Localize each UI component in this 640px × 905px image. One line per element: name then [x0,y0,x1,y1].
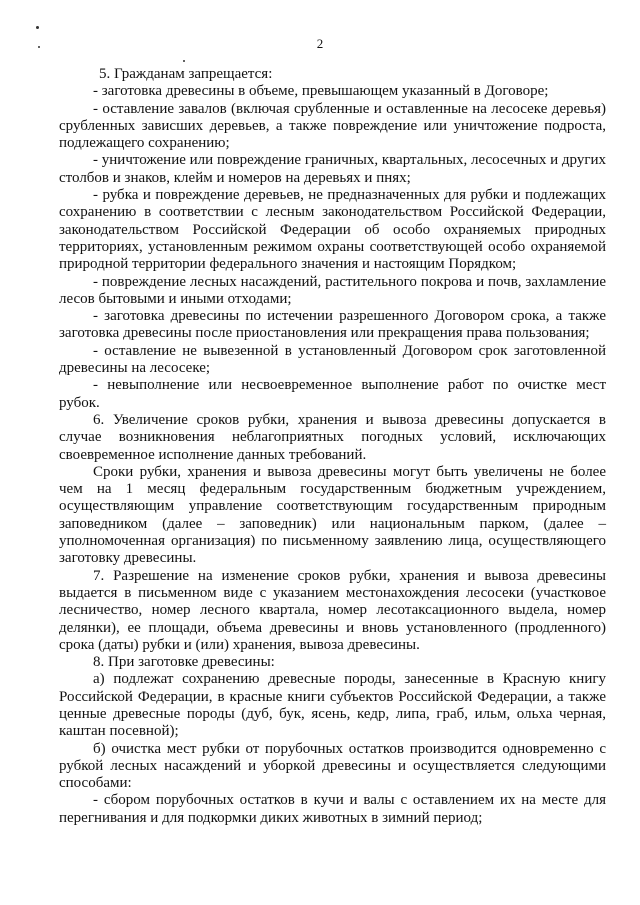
prohibition-item: - заготовка древесины по истечении разрешенного Договором срока, а также заготовка древесины после приостановления или прекращения права пользования; [59,308,606,342]
section-8-item: а) подлежат сохранению древесные породы, занесенные в Красную книгу Российской Федерации, в красные книги субъектов Российской Федерации, а также ценные древесные породы (дуб, бук, ясень, кедр, липа, граб, ильм, ольха черная, каштан посевной); [59,671,606,740]
section-7-paragraph: 7. Разрешение на изменение сроков рубки, хранения и вывоза древесины выдается в письменном виде с указанием местонахождения лесосеки (участковое лесничество, номер лесного квартала, номер лесотаксационного выдела, номер делянки), ее площади, объема древесины и вновь установленного (продленного) срока (даты) рубки и (или) хранения, вывоза древесины. [59,567,606,653]
prohibition-item: - уничтожение или повреждение граничных, квартальных, лесосечных и других столбов и знаков, клейм и номеров на деревьях и пнях; [59,152,606,186]
page-number: 2 [316,36,324,51]
section-6-paragraph: 6. Увеличение сроков рубки, хранения и вывоза древесины допускается в случае возникновения неблагоприятных погодных условий, исключающих своевременное исполнение данных требований. [59,411,606,463]
prohibition-item: - заготовка древесины в объеме, превышающем указанный в Договоре; [93,83,549,100]
section-8-item: б) очистка мест рубки от порубочных остатков производится одновременно с рубкой лесных насаждений и уборкой древесины и осуществляется следующими способами: [59,740,606,792]
prohibition-item: - повреждение лесных насаждений, растительного покрова и почв, захламление лесов бытовыми и иными отходами; [59,273,606,307]
section-8-heading: 8. При заготовке древесины: [93,654,275,671]
prohibition-item: - невыполнение или несвоевременное выполнение работ по очистке мест рубок. [59,377,606,411]
scan-speck [183,60,185,62]
section-8-item: - сбором порубочных остатков в кучи и валы с оставлением их на месте для перегнивания и для подкормки диких животных в зимний период; [59,792,606,826]
document-body [59,66,606,827]
section-6-paragraph: Сроки рубки, хранения и вывоза древесины могут быть увеличены не более чем на 1 месяц федеральным государственным бюджетным учреждением, осуществляющим управление соответствующим государственным природным заповедником (далее – заповедник) или национальным парком, (далее – уполномоченная организация) по письменному заявлению лица, осуществляющего заготовку древесины. [59,463,606,567]
prohibition-item: - оставление не вывезенной в установленный Договором срок заготовленной древесины на лесосеке; [59,342,606,377]
scan-speck [36,26,39,29]
section-5-heading: 5. Гражданам запрещается: [99,66,273,82]
prohibition-item: - рубка и повреждение деревьев, не предназначенных для рубки и подлежащих сохранению в соответствии с лесным законодательством Российской Федерации, законодательством Российской Федерации об особо охраняемых природных территориях, установленным режимом охраны соответствующей особо охраняемой природной территории федерального значения и настоящим Порядком; [59,187,606,273]
prohibition-item: - оставление завалов (включая срубленные и оставленные на лесосеке деревья) срубленных зависших деревьев, а также повреждение или уничтожение подроста, подлежащего сохранению; [59,100,606,152]
